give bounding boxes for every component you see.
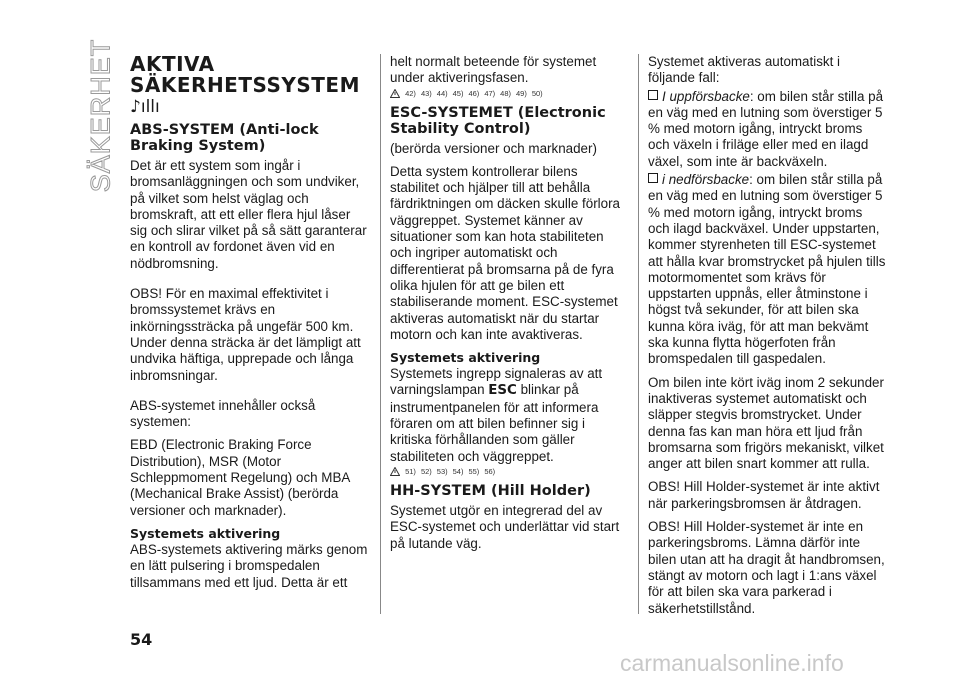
hh-paragraph-2: Om bilen inte kört iväg inom 2 sekunder inaktiveras systemet automatiskt och släpper stegvis bromstrycket. Under denna fas kan man höra ett ljud från bromsarna som frigörs mekaniskt, vilket anger att bilen snart kommer att rulla. [648,374,884,472]
footnote-ref[interactable]: 44) [436,88,448,98]
abs-paragraph-1: Det är ett system som ingår i bromsanläggningen och som undviker, på vilket som helst väglag och bromskraft, att ett eller flera hjul låser sig och slirar vilket på så sätt garanterar en kontroll av fordonet även vid en nödbromsning. [130,158,367,271]
footnote-ref[interactable]: 53) [436,466,448,476]
esc-paragraph-1: Detta system kontrollerar bilens stabilitet och hjälper till att behålla färdriktningen om däcken skulle förlora väggreppet. Systemet känner av situationer som kan hota stabiliteten och ingriper automatiskt och differentierat på bromsarna på de fyra olika hjulen för att ge bilen ett stabiliserande moment. ESC-systemet aktiveras automatiskt när du startar motorn och kan inte avaktiveras. [390,163,620,342]
hh-downhill-label: i nedförsbacke [662,172,750,188]
footnote-ref[interactable]: 55) [468,466,480,476]
footnote-ref[interactable]: 49) [516,88,527,98]
esc-heading: ESC-SYSTEMET (Electronic Stability Control) [390,104,606,137]
footnote-ref[interactable]: 47) [484,88,496,98]
warning-triangle-icon [390,89,400,98]
footnote-ref[interactable]: 52) [420,466,432,476]
section-side-label [85,38,116,192]
hh-note-2: OBS! Hill Holder-systemet är inte en parkeringsbroms. Lämna därför inte bilen utan att ha dragit åt handbromsen, stängt av motorn och lagt i 1:ans växel för att bilen ska vara parkerad i säkerhetstillstånd. [648,519,885,616]
abs-paragraph-5: ABS-systemets aktivering märks genom en lätt pulsering i bromspedalen tillsammans med ett ljud. Detta är ett [130,541,368,590]
column-2 [390,54,628,559]
checkbox-bullet-icon [648,173,658,183]
footnote-ref[interactable]: 51) [405,466,416,476]
sound-symbol-icon: ♪ıllı [130,97,160,117]
esc-versions-note: (berörda versioner och marknader) [390,140,597,156]
watermark-url: carmanualsonline.info [620,650,844,676]
checkbox-bullet-icon [648,90,658,100]
abs-paragraph-4: EBD (Electronic Braking Force Distribution), MSR (Motor Schleppmoment Regelung) och MBA (Mechanical Brake Assist) (berörda versioner och marknader). [130,437,350,518]
esc-activation-heading: Systemets aktivering [390,350,541,366]
section-side-label-text: SÄKERHET [85,38,116,192]
footnote-refs-2 [390,467,628,477]
abs-heading: ABS-SYSTEM (Anti-lock Braking System) [130,122,319,154]
column-3 [648,54,886,624]
page-number: 54 [130,630,153,649]
footnote-ref[interactable]: 54) [452,466,464,476]
warning-triangle-icon [390,467,400,476]
footnote-ref[interactable]: 43) [420,88,432,98]
footnote-ref[interactable]: 42) [405,88,416,98]
esc-paragraph-2: Systemets ingrepp signaleras av att varningslampan ESC blinkar på instrumentpanelen för att informera föraren om att bilen befinner sig i kritiska förhållanden som gäller stabiliteten och väggreppet. [390,366,603,464]
hh-uphill-label: I uppförsbacke [662,88,750,104]
esc-intro-paragraph: helt normalt beteende för systemet under aktiveringsfasen. [390,54,597,86]
abs-paragraph-2: OBS! För en maximal effektivitet i bromssystemet krävs en inkörningssträcka på ungefär 500 km. Under denna sträcka är det lämpligt att undvika häftiga, upprepade och långa inbromsningar. [130,286,361,383]
hh-note-1: OBS! Hill Holder-systemet är inte aktivt när parkeringsbromsen är åtdragen. [648,479,880,511]
hill-holder-paragraph: Systemet utgör en integrerad del av ESC-systemet och underlättar vid start på lutande väg. [390,502,620,551]
abs-activation-heading: Systemets aktivering [130,525,281,541]
footnote-ref[interactable]: 50) [531,88,543,98]
footnote-refs-1 [390,89,628,99]
footnote-ref[interactable]: 45) [452,88,464,98]
section-title: AKTIVA SÄKERHETSSYSTEM [130,52,360,97]
footnote-ref[interactable]: 46) [468,88,480,98]
column-divider-1 [380,54,381,614]
abs-paragraph-3: ABS-systemet innehåller också systemen: [130,397,316,430]
footnote-ref[interactable]: 56) [484,466,496,476]
hh-uphill-item: I uppförsbacke: om bilen står stilla på en väg med en lutning som överstiger 5 % med motorn igång, intryckt broms och växeln i friläge eller med en ilagd växel, som inte är backväxeln. [648,88,884,169]
esc-warning-lamp-label: ESC [488,383,517,399]
footnote-ref[interactable]: 48) [500,88,511,98]
hh-activation-intro: Systemet aktiveras automatiskt i följande fall: [648,54,841,86]
column-divider-2 [638,54,639,614]
hill-holder-heading: HH-SYSTEM (Hill Holder) [390,482,591,499]
column-1 [130,54,368,598]
hh-downhill-item: i nedförsbacke: om bilen står stilla på en väg med en lutning som överstiger 5 % med motorn igång, intryckt broms och ilagd backväxel. Under uppstarten, kommer styrenheten till ESC-systemet att hålla kvar bromstrycket på hjulen tills motormomentet som krävs för uppstarten uppnås, eller åtminstone i högst två sekunder, för att bilen ska kunna köra iväg, för att man bekvämt ska kunna flytta högerfoten från bromspedalen till gaspedalen. [648,172,886,367]
